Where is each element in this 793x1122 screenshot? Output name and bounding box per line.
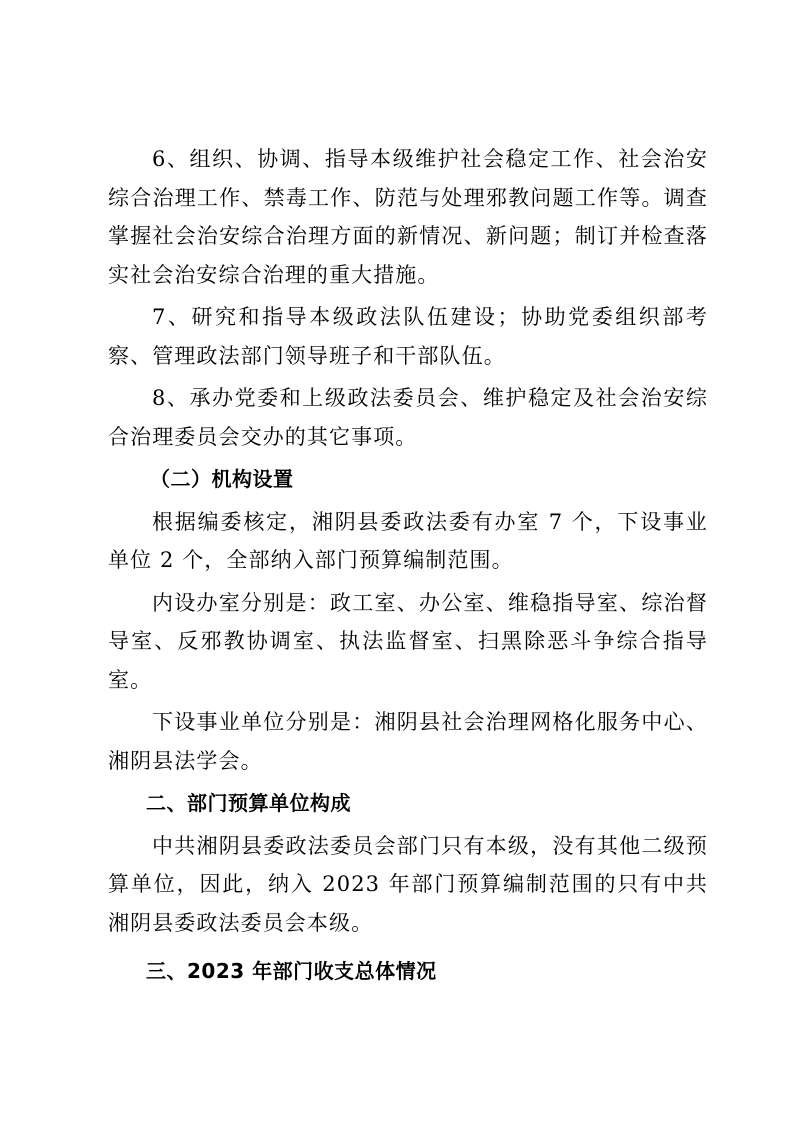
paragraph-affiliated-units: 下设事业单位分别是：湘阴县社会治理网格化服务中心、湘阴县法学会。 <box>108 710 708 773</box>
paragraph-duty-8: 8、承办党委和上级政法委员会、维护稳定及社会治安综合治理委员会交办的其它事项。 <box>108 386 708 449</box>
paragraph-duty-7: 7、研究和指导本级政法队伍建设；协助党委组织部考察、管理政法部门领导班子和干部队伍。 <box>108 305 708 368</box>
paragraph-budget-units: 中共湘阴县委政法委员会部门只有本级，没有其他二级预算单位，因此，纳入 2023 年部门预算编制范围的只有中共湘阴县委政法委员会本级。 <box>108 833 708 935</box>
heading-revenue-expenditure: 三、2023 年部门收支总体情况 <box>146 959 437 983</box>
document-page <box>108 140 708 991</box>
paragraph-duty-6: 6、组织、协调、指导本级维护社会稳定工作、社会治安综合治理工作、禁毒工作、防范与处理邪教问题工作等。调查掌握社会治安综合治理方面的新情况、新问题；制订并检查落实社会治安综合治理的重大措施。 <box>108 147 708 287</box>
heading-budget-units: 二、部门预算单位构成 <box>146 791 351 815</box>
heading-org-setup: （二）机构设置 <box>150 467 294 491</box>
paragraph-org-count: 根据编委核定，湘阴县委政法委有办室 7 个，下设事业单位 2 个，全部纳入部门预算编制范围。 <box>108 509 708 572</box>
paragraph-internal-offices: 内设办室分别是：政工室、办公室、维稳指导室、综治督导室、反邪教协调室、执法监督室、扫黑除恶斗争综合指导室。 <box>108 590 708 692</box>
